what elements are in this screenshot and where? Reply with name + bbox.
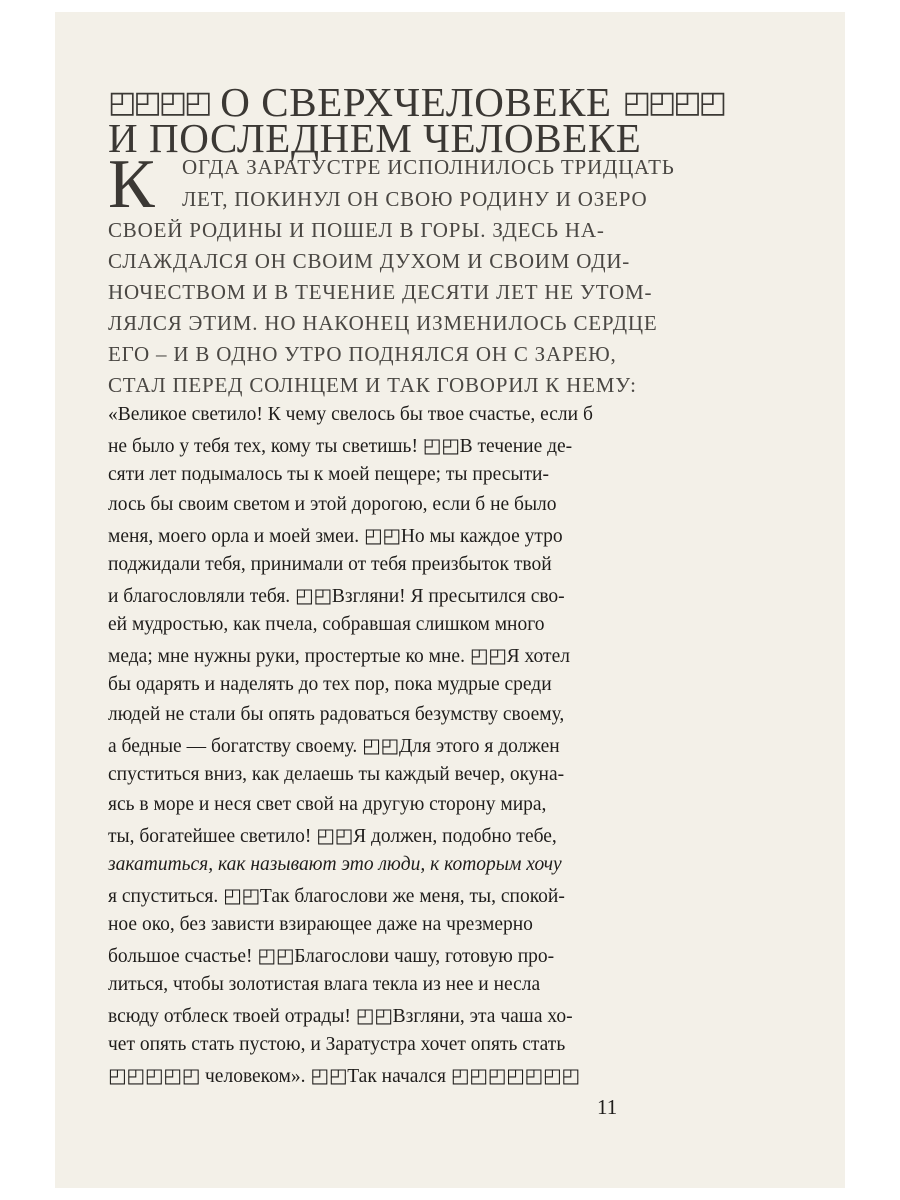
body-line: а бедные — богатству своему. ◰◰Для этого я должен: [108, 736, 560, 757]
body-line: я спуститься. ◰◰Так благослови же меня, ты, спокой-: [108, 886, 565, 907]
title-ornament-right: ◰◰◰◰: [622, 86, 724, 119]
small-caps-line: ЛЕТ, ПОКИНУЛ ОН СВОЮ РОДИНУ И ОЗЕРО: [182, 187, 648, 211]
small-caps-line: ЛЯЛСЯ ЭТИМ. НО НАКОНЕЦ ИЗМЕНИЛОСЬ СЕРДЦЕ: [108, 311, 658, 335]
small-caps-line: СЛАЖДАЛСЯ ОН СВОИМ ДУХОМ И СВОИМ ОДИ-: [108, 249, 631, 273]
body-line: литься, чтобы золотистая влага текла из нее и несла: [108, 974, 541, 995]
body-line: меня, моего орла и моей змеи. ◰◰Но мы каждое утро: [108, 526, 563, 547]
body-line: не было у тебя тех, кому ты светишь! ◰◰В течение де-: [108, 436, 573, 457]
body-line: и благословляли тебя. ◰◰Взгляни! Я пресытился сво-: [108, 586, 565, 607]
body-line: «Великое светило! К чему свелось бы твое счастье, если б: [108, 404, 593, 425]
body-line: большое счастье! ◰◰Благослови чашу, готовую про-: [108, 946, 555, 967]
small-caps-line: СВОЕЙ РОДИНЫ И ПОШЕЛ В ГОРЫ. ЗДЕСЬ НА-: [108, 218, 605, 242]
dropcap: К: [108, 146, 155, 223]
small-caps-line: ОГДА ЗАРАТУСТРЕ ИСПОЛНИЛОСЬ ТРИДЦАТЬ: [182, 155, 675, 179]
body-line: закатиться, как называют это люди, к которым хочу: [108, 854, 562, 875]
small-caps-line: НОЧЕСТВОМ И В ТЕЧЕНИЕ ДЕСЯТИ ЛЕТ НЕ УТОМ-: [108, 280, 653, 304]
body-line: ◰◰◰◰◰ человеком». ◰◰Так начался ◰◰◰◰◰◰◰: [108, 1066, 580, 1087]
body-line: ей мудростью, как пчела, собравшая слишком много: [108, 614, 545, 635]
page-number: 11: [597, 1095, 618, 1119]
body-line: меда; мне нужны руки, простертые ко мне. ◰◰Я хотел: [108, 646, 570, 667]
body-line: спуститься вниз, как делаешь ты каждый вечер, окуна-: [108, 764, 565, 785]
body-line: ты, богатейшее светило! ◰◰Я должен, подобно тебе,: [108, 826, 557, 847]
small-caps-line: ЕГО – И В ОДНО УТРО ПОДНЯЛСЯ ОН С ЗАРЕЮ,: [108, 342, 617, 366]
body-line: сяти лет подымалось ты к моей пещере; ты пресыти-: [108, 464, 549, 485]
body-line: лось бы своим светом и этой дорогою, если б не было: [108, 494, 557, 515]
body-line: всюду отблеск твоей отрады! ◰◰Взгляни, эта чаша хо-: [108, 1006, 573, 1027]
chapter-title-line-2: И ПОСЛЕДНЕМ ЧЕЛОВЕКЕ: [108, 115, 642, 161]
body-line: чет опять стать пустою, и Заратустра хочет опять стать: [108, 1034, 566, 1055]
body-line: бы одарять и наделять до тех пор, пока мудрые среди: [108, 674, 552, 695]
body-line: людей не стали бы опять радоваться безумству своему,: [108, 704, 565, 725]
title-ornament-left: ◰◰◰◰: [108, 86, 210, 119]
chapter-title-text-1: О СВЕРХЧЕЛОВЕКЕ: [220, 79, 612, 125]
small-caps-line: СТАЛ ПЕРЕД СОЛНЦЕМ И ТАК ГОВОРИЛ К НЕМУ:: [108, 373, 637, 397]
body-line: поджидали тебя, принимали от тебя преизбыток твой: [108, 554, 552, 575]
body-line: ное око, без зависти взирающее даже на чрезмерно: [108, 914, 533, 935]
body-line: ясь в море и неся свет свой на другую сторону мира,: [108, 794, 547, 815]
